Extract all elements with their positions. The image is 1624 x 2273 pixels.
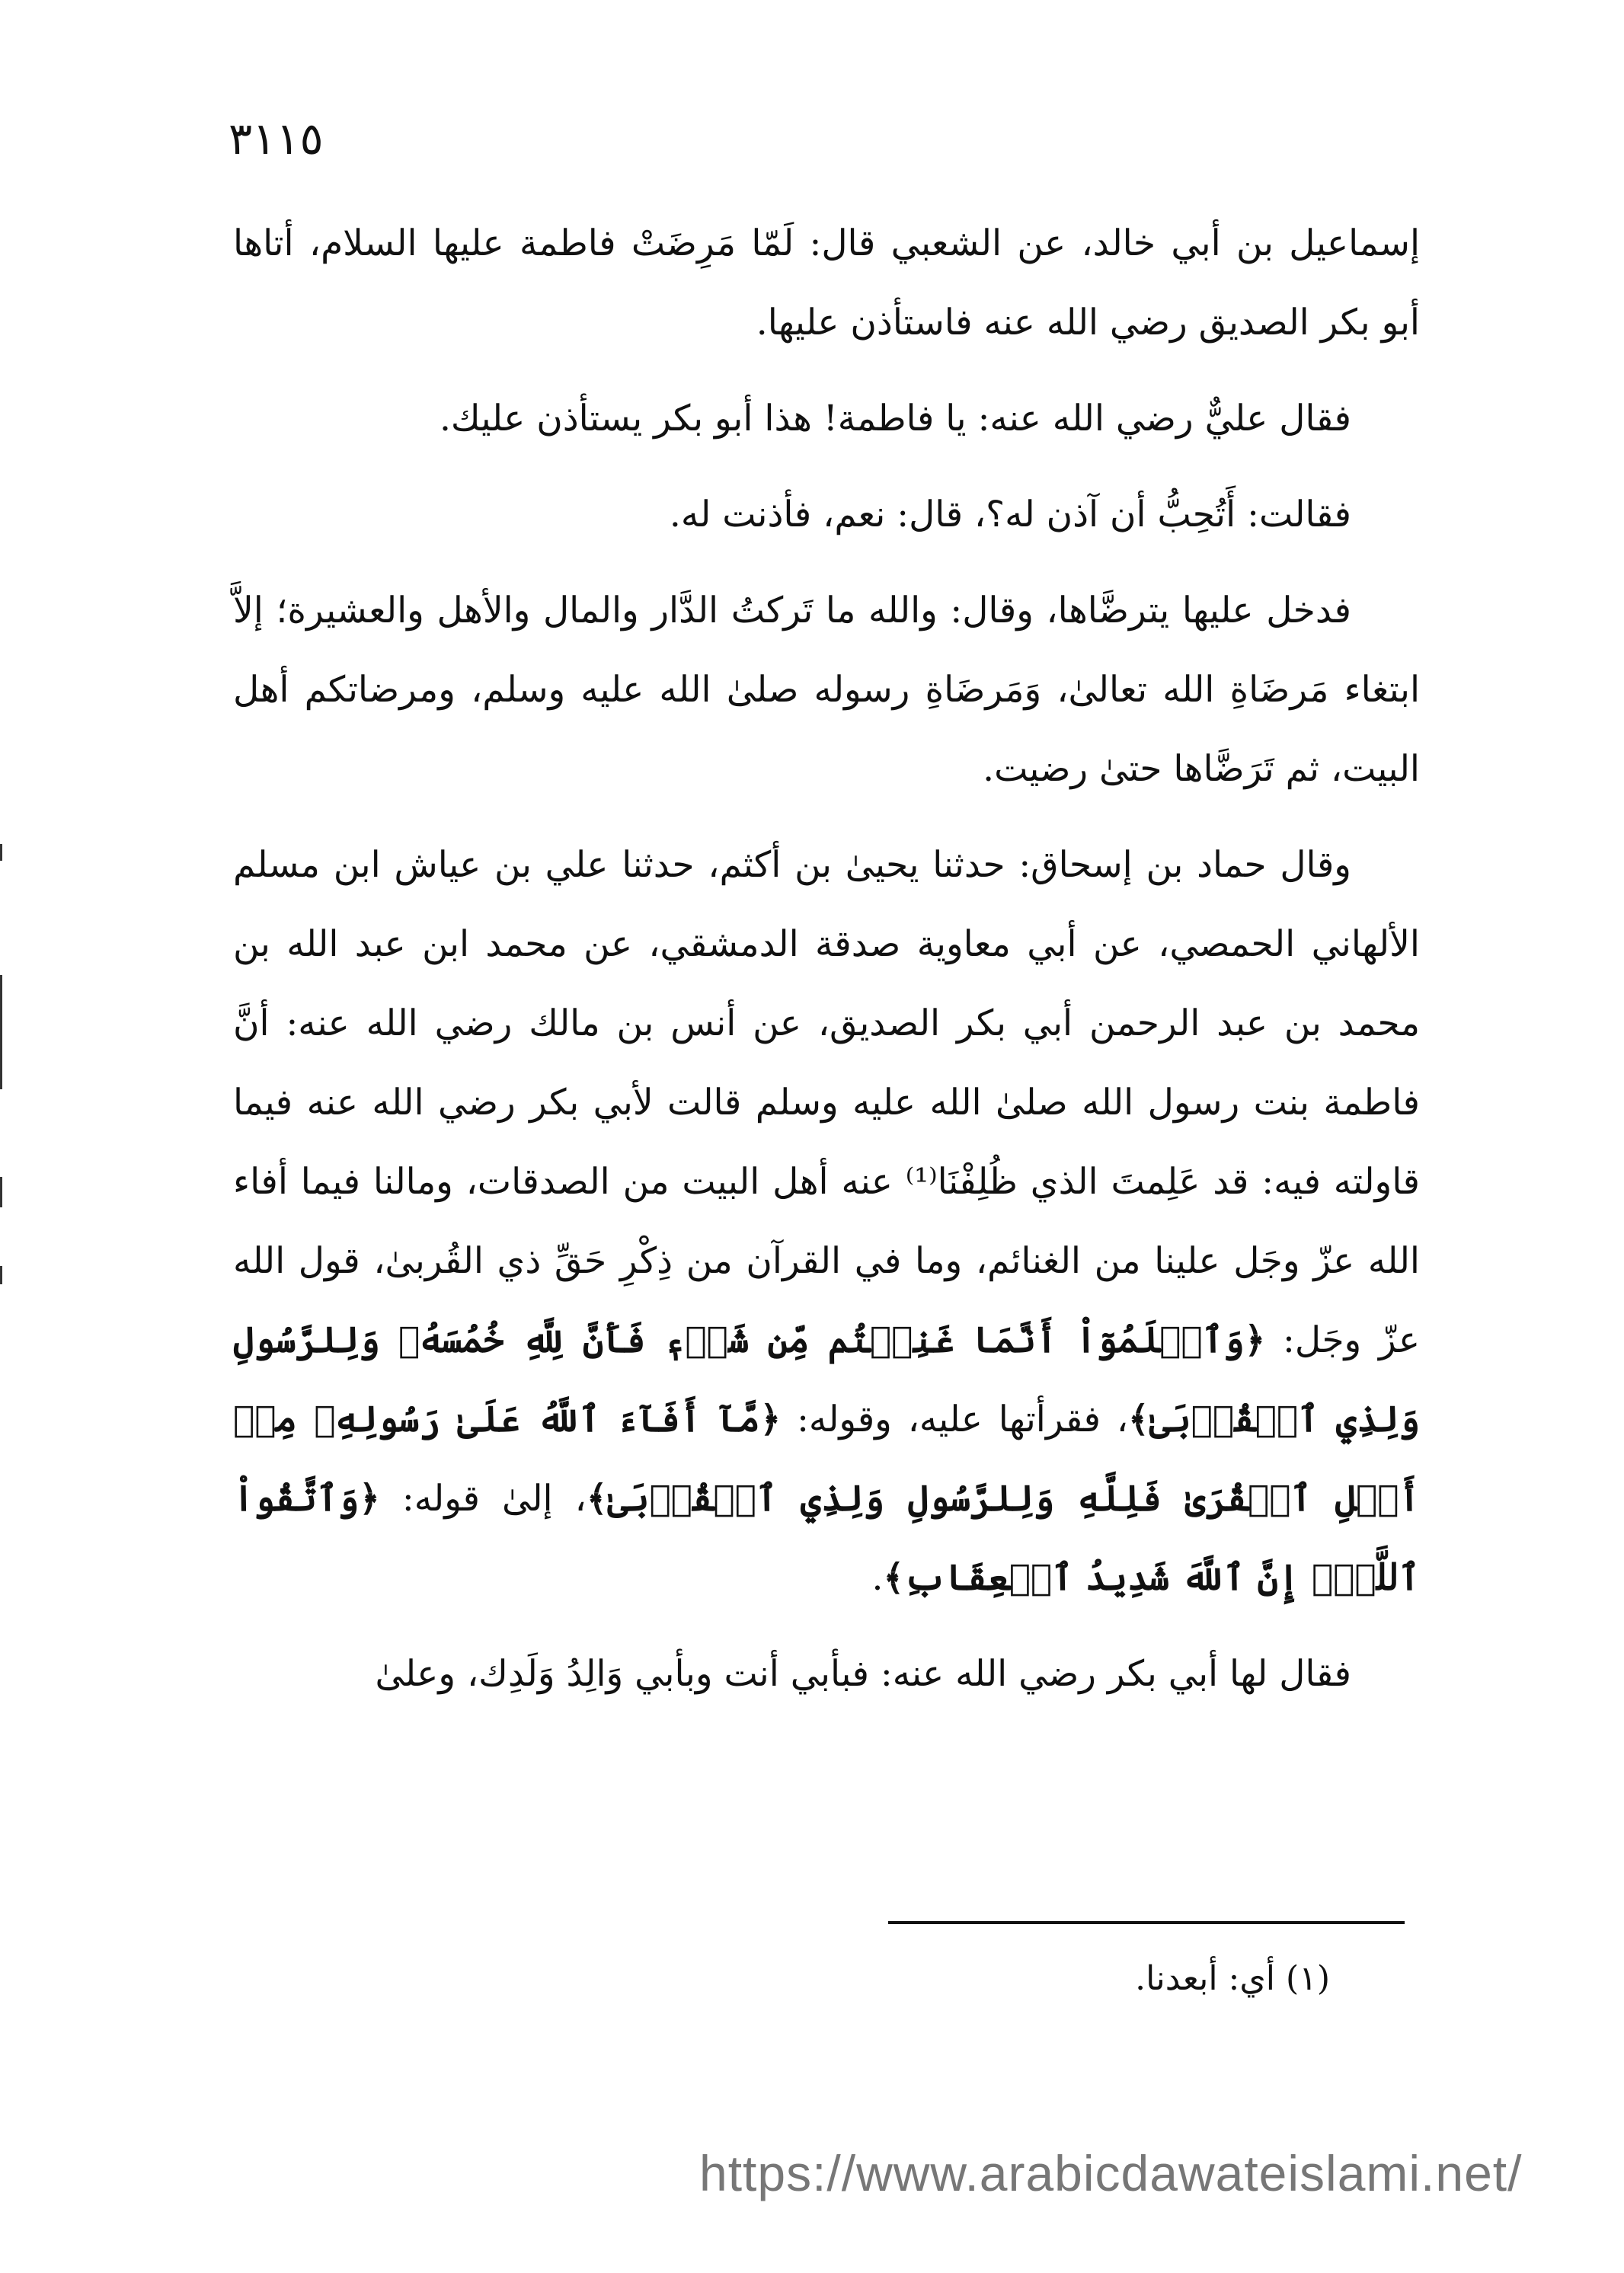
paragraph-3: فقالت: أَتُحِبُّ أن آذن له؟، قال: نعم، فأذنت له. [669,494,1351,535]
footnote-divider [888,1921,1405,1924]
page-number: ٣١١٥ [229,113,324,165]
scan-margin-mark [0,844,2,861]
scan-margin-mark [0,975,2,1089]
paragraph-5-text: وقال حماد بن إسحاق: حدثنا يحيىٰ بن أكثم، حدثنا علي بن عياش ابن مسلم الألهاني الحمصي، عن أبي معاوية صدقة الدمشقي، عن محمد ابن عبد الله بن محمد بن عبد الرحمن أبي بكر الصديق، عن أنس بن مالك رضي الله عنه: أنَّ فاطمة بنت رسول الله صلىٰ الله عليه وسلم قالت لأبي بكر رضي الله عنه فيما قاولته فيه: قد عَلِمتَ الذي ظُلِفْنَا⁽¹⁾ عنه أهل البيت من الصدقات، ومالنا فيما أفاء الله عزّ وجَل علينا من الغنائم، وما في القرآن من ذِكْرِ حَقِّ ذي القُربىٰ، قول الله عزّ وجَل: [233,844,1420,1361]
watermark-url: https://www.arabicdawateislami.net/ [699,2145,1523,2201]
paragraph-4: فدخل عليها يترضَّاها، وقال: والله ما تَركتُ الدَّار والمال والأهل والعشيرة؛ إلاَّ ابتغاء مَرضَاةِ الله تعالىٰ، وَمَرضَاةِ رسوله صلىٰ الله عليه وسلم، ومرضاتكم أهل البيت، ثم تَرَضَّاها حتىٰ رضيت. [233,590,1420,790]
footnote: (١) أي: أبعدنا. [1135,1959,1330,1998]
paragraph-5 [233,826,1420,1618]
paragraph-1: إسماعيل بن أبي خالد، عن الشعبي قال: لَمّا مَرِضَتْ فاطمة عليها السلام، أتاها أبو بكر الصديق رضي الله عنه فاستأذن عليها. [233,222,1420,344]
quran-verse: ﴿وَٱتَّقُواْ ٱللَّهَۖ إِنَّ ٱللَّهَ شَدِيدُ ٱلۡعِقَابِ﴾ [233,1478,1420,1599]
paragraph-6: فقال لها أبي بكر رضي الله عنه: فبأبي أنت وبأبي وَالِدُ وَلَدِك، وعلىٰ [375,1653,1351,1695]
quran-verse: ﴿وَٱعۡلَمُوٓاْ أَنَّمَا غَنِمۡتُم مِّن شَيۡءٖ فَأَنَّ لِلَّهِ خُمُسَهُۥ وَلِلرَّسُولِ وَلِذِي ٱلۡقُرۡبَىٰ﴾ [233,1319,1420,1440]
scan-margin-mark [0,1266,2,1284]
paragraph-2: فقال عليٌّ رضي الله عنه: يا فاطمة! هذا أبو بكر يستأذن عليك. [439,398,1351,440]
paragraph-5-text: ، إلىٰ قوله: [379,1478,587,1520]
scan-margin-mark [0,1177,2,1207]
paragraph-5-text: ، فقرأتها عليه، وقوله: [781,1399,1129,1440]
paragraph-5-text: . [871,1557,884,1599]
quran-verse: ﴿مَّآ أَفَآءَ ٱللَّهُ عَلَىٰ رَسُولِهِۦ مِنۡ أَهۡلِ ٱلۡقُرَىٰ فَلِلَّهِ وَلِلرَّسُولِ وَلِذِي ٱلۡقُرۡبَىٰ﴾ [233,1399,1420,1520]
main-text [233,204,1420,1731]
